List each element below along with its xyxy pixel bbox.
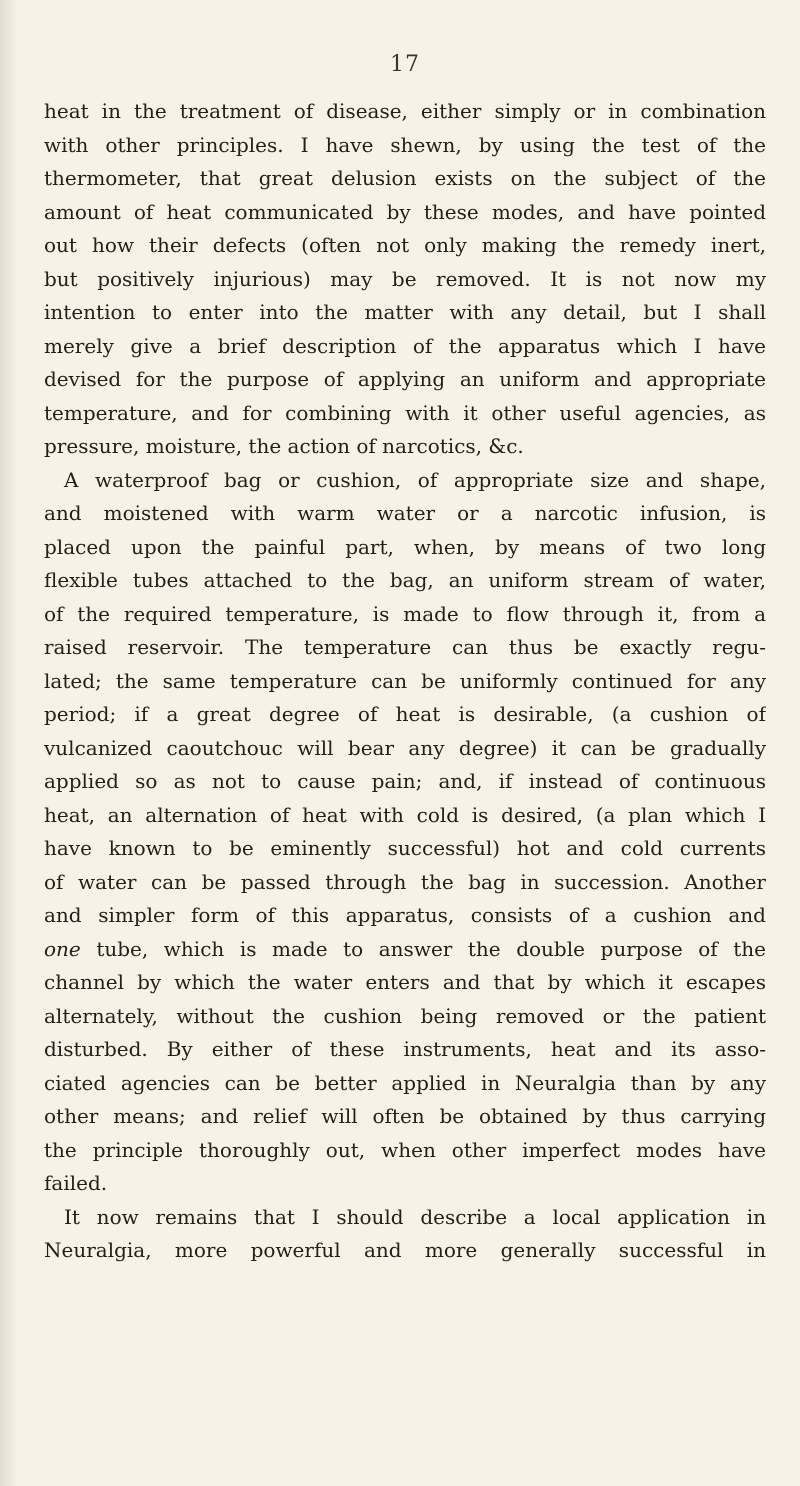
- text-line: placed upon the painful part, when, by means of two long: [44, 534, 766, 559]
- text-line: disturbed. By either of these instruments, heat and its asso-: [44, 1037, 766, 1061]
- text-line: out how their defects (often not only making the remedy inert,: [44, 233, 766, 257]
- text-line: intention to enter into the matter with any detail, but I shall: [44, 300, 766, 324]
- text-line: pressure, moisture, the action of narcotics, &c.: [44, 434, 524, 458]
- text-line: merely give a brief description of the apparatus which I have: [44, 333, 766, 358]
- text-line: A waterproof bag or cushion, of appropriate size and shape,: [64, 467, 766, 492]
- text-line: heat, an alternation of heat with cold is desired, (a plan which I: [44, 802, 766, 827]
- text-line: ciated agencies can be better applied in Neuralgia than by any: [44, 1070, 766, 1095]
- text-line: alternately, without the cushion being removed or the patient: [44, 1003, 766, 1028]
- text-line: and simpler form of this apparatus, consists of a cushion and: [44, 903, 766, 927]
- text-line: but positively injurious) may be removed. It is not now my: [44, 266, 766, 291]
- text-line: have known to be eminently successful) hot and cold currents: [44, 836, 766, 860]
- text-line: other means; and relief will often be obtained by thus carrying: [44, 1104, 766, 1128]
- text-line-rest: tube, which is made to answer the double purpose of the: [96, 936, 766, 961]
- body-text: [44, 95, 766, 1268]
- page-number: 17: [390, 52, 420, 77]
- text-line: the principle thoroughly out, when other imperfect modes have: [44, 1137, 766, 1162]
- text-line: flexible tubes attached to the bag, an uniform stream of water,: [44, 568, 766, 592]
- text-line: amount of heat communicated by these modes, and have pointed: [44, 199, 766, 224]
- text-line: failed.: [44, 1171, 108, 1195]
- page-edge-shadow: [0, 0, 18, 1486]
- text-line: thermometer, that great delusion exists on the subject of the: [44, 166, 766, 190]
- text-line: lated; the same temperature can be uniformly continued for any: [44, 668, 766, 693]
- text-line: with other principles. I have shewn, by using the test of the: [44, 132, 766, 157]
- text-line: period; if a great degree of heat is desirable, (a cushion of: [44, 702, 766, 726]
- italic-word: one: [44, 936, 81, 961]
- text-line: vulcanized caoutchouc will bear any degree) it can be gradually: [44, 735, 766, 760]
- text-line: of the required temperature, is made to flow through it, from a: [44, 601, 766, 626]
- text-line-with-italic: [44, 933, 766, 967]
- text-line: raised reservoir. The temperature can thus be exactly regu-: [44, 635, 766, 659]
- text-line: heat in the treatment of disease, either simply or in combination: [44, 99, 766, 123]
- text-line: It now remains that I should describe a local application in: [64, 1204, 766, 1229]
- text-line: Neuralgia, more powerful and more generally successful in: [44, 1238, 766, 1262]
- text-line: applied so as not to cause pain; and, if instead of continuous: [44, 769, 766, 793]
- text-line: of water can be passed through the bag in succession. Another: [44, 869, 766, 894]
- text-line: devised for the purpose of applying an uniform and appropriate: [44, 367, 766, 391]
- text-line: temperature, and for combining with it other useful agencies, as: [44, 400, 766, 425]
- text-line: and moistened with warm water or a narcotic infusion, is: [44, 501, 766, 525]
- text-line: channel by which the water enters and that by which it escapes: [44, 970, 766, 994]
